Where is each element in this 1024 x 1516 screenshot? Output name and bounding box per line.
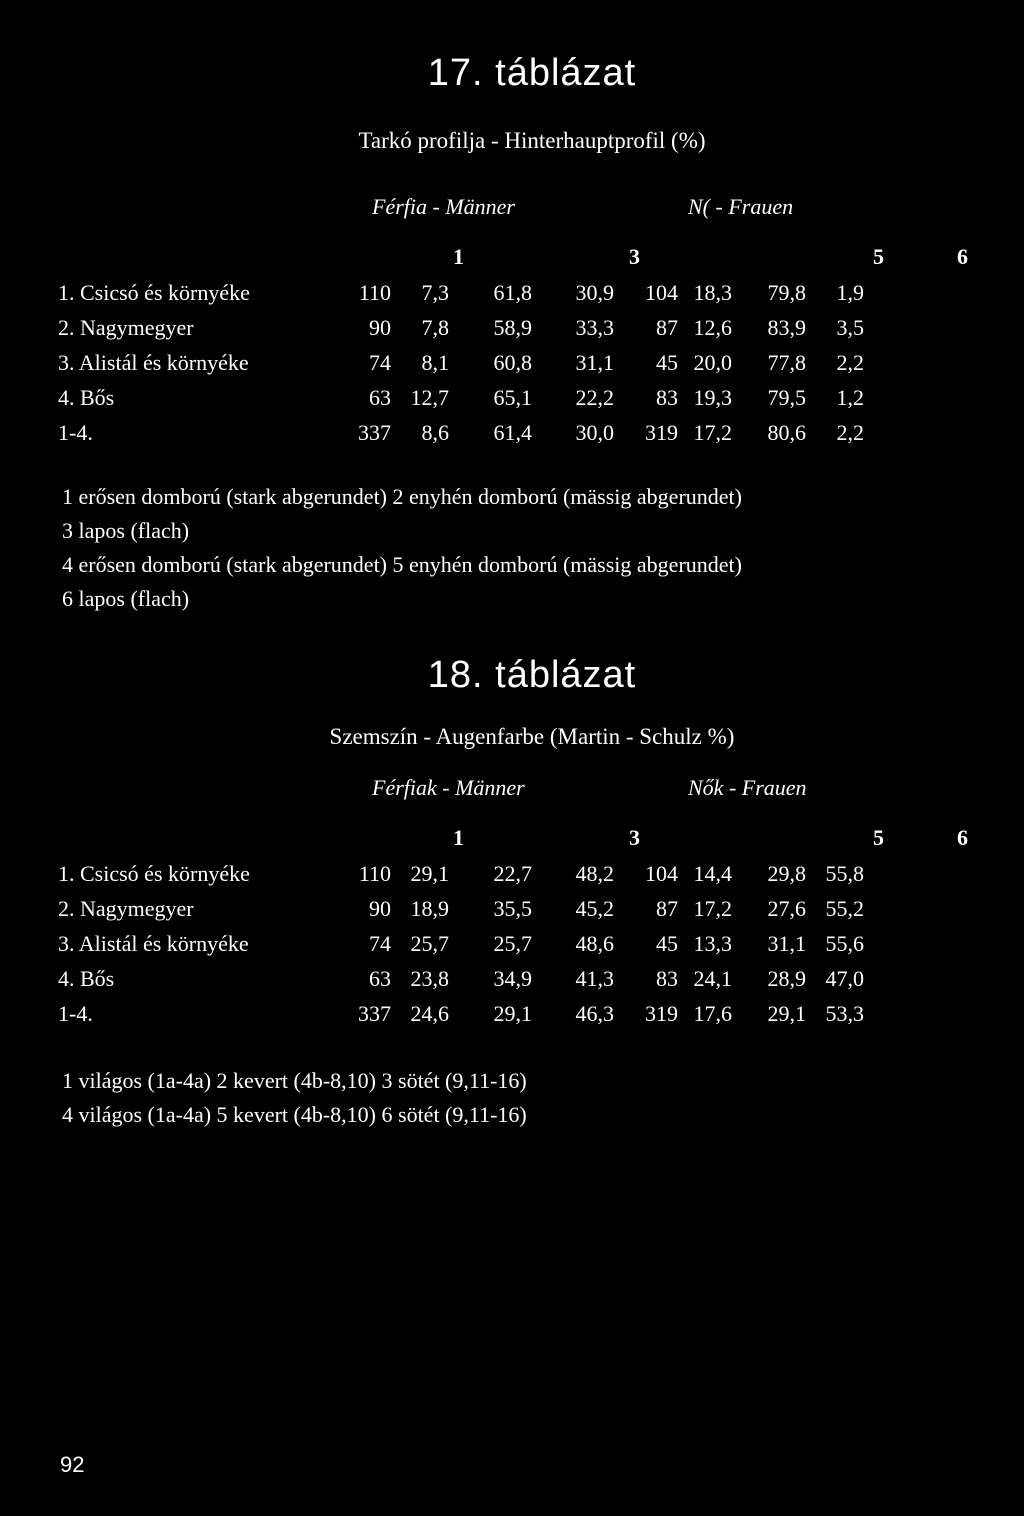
table-cell: 45,2 — [575, 895, 614, 921]
table17-col-header: 5 — [873, 244, 884, 269]
table-cell: 25,7 — [493, 930, 532, 956]
table-cell: 77,8 — [767, 349, 806, 375]
table-cell: 22,2 — [575, 384, 614, 410]
row-label: 1. Csicsó és környéke — [58, 860, 250, 886]
table-cell: 31,1 — [767, 930, 806, 956]
table-cell: 55,2 — [825, 895, 864, 921]
table-cell: 25,7 — [410, 930, 449, 956]
table-row — [58, 891, 864, 926]
row-label: 2. Nagymegyer — [58, 895, 194, 921]
table-cell: 63 — [369, 384, 391, 410]
table-cell: 337 — [358, 419, 391, 445]
table-cell: 18,9 — [410, 895, 449, 921]
table-cell: 104 — [645, 860, 678, 886]
table-cell: 30,0 — [575, 419, 614, 445]
table18-data — [58, 856, 864, 1031]
table-cell: 33,3 — [575, 314, 614, 340]
table-row — [58, 310, 864, 345]
table-cell: 7,8 — [421, 314, 449, 340]
table-cell: 20,0 — [693, 349, 732, 375]
legend-line: 6 lapos (flach) — [62, 586, 190, 611]
table-cell: 53,3 — [825, 1000, 864, 1026]
table18-group-men: Férfiak - Männer — [372, 775, 525, 800]
table-cell: 74 — [369, 349, 391, 375]
table17-legend — [62, 480, 742, 616]
table18-col-header: 1 — [453, 825, 464, 850]
table-cell: 47,0 — [825, 965, 864, 991]
table-cell: 110 — [358, 860, 391, 886]
table-cell: 60,8 — [493, 349, 532, 375]
table-cell: 87 — [656, 895, 678, 921]
table17-col-header: 3 — [629, 244, 640, 269]
table17-group-men: Férfia - Männer — [372, 194, 515, 219]
table-cell: 2,2 — [836, 349, 864, 375]
row-label: 3. Alistál és környéke — [58, 349, 249, 375]
table-cell: 17,2 — [693, 895, 732, 921]
table-cell: 1,9 — [836, 279, 864, 305]
table-cell: 31,1 — [575, 349, 614, 375]
table-cell: 61,4 — [493, 419, 532, 445]
table-cell: 337 — [358, 1000, 391, 1026]
table-cell: 90 — [369, 314, 391, 340]
table-cell: 110 — [358, 279, 391, 305]
table-row — [58, 996, 864, 1031]
table-cell: 319 — [645, 419, 678, 445]
table17-title: 17. táblázat — [427, 52, 637, 94]
table-cell: 41,3 — [575, 965, 614, 991]
table-cell: 65,1 — [493, 384, 532, 410]
table-cell: 18,3 — [693, 279, 732, 305]
table-cell: 29,1 — [493, 1000, 532, 1026]
table18-subtitle: Szemszín - Augenfarbe (Martin - Schulz %) — [329, 724, 735, 749]
table18-title: 18. táblázat — [427, 654, 637, 696]
table-cell: 24,6 — [410, 1000, 449, 1026]
table-cell: 13,3 — [693, 930, 732, 956]
row-label: 1-4. — [58, 419, 93, 445]
table-cell: 80,6 — [767, 419, 806, 445]
table18-col-header: 5 — [873, 825, 884, 850]
table-cell: 79,5 — [767, 384, 806, 410]
table-row — [58, 380, 864, 415]
table17-data — [58, 275, 864, 450]
table-cell: 23,8 — [410, 965, 449, 991]
table-cell: 79,8 — [767, 279, 806, 305]
table-cell: 55,6 — [825, 930, 864, 956]
table-cell: 29,1 — [410, 860, 449, 886]
table-cell: 319 — [645, 1000, 678, 1026]
table-cell: 74 — [369, 930, 391, 956]
row-label: 1-4. — [58, 1000, 93, 1026]
table-cell: 104 — [645, 279, 678, 305]
table-cell: 45 — [656, 930, 678, 956]
table-cell: 27,6 — [767, 895, 806, 921]
table-cell: 30,9 — [575, 279, 614, 305]
table17-group-women: N( - Frauen — [688, 194, 794, 219]
legend-line: 1 világos (1a-4a) 2 kevert (4b-8,10) 3 sötét (9,11-16) — [62, 1068, 527, 1093]
table-cell: 48,2 — [575, 860, 614, 886]
table-cell: 29,8 — [767, 860, 806, 886]
table-cell: 87 — [656, 314, 678, 340]
table-cell: 3,5 — [836, 314, 864, 340]
table-cell: 24,1 — [693, 965, 732, 991]
table-cell: 19,3 — [693, 384, 732, 410]
table-row — [58, 856, 864, 891]
table-cell: 12,7 — [410, 384, 449, 410]
table17-col-header: 1 — [453, 244, 464, 269]
table-cell: 83,9 — [767, 314, 806, 340]
table-cell: 8,1 — [421, 349, 449, 375]
legend-line: 3 lapos (flach) — [62, 518, 190, 543]
table-cell: 8,6 — [421, 419, 449, 445]
table-cell: 17,6 — [693, 1000, 732, 1026]
table18-col-header: 6 — [957, 825, 968, 850]
table-cell: 1,2 — [836, 384, 864, 410]
table-row — [58, 275, 864, 310]
table-row — [58, 926, 864, 961]
page-number: 92 — [60, 1452, 85, 1477]
legend-line: 4 erősen domború (stark abgerundet) 5 enyhén domború (mässig abgerundet) — [62, 552, 742, 577]
table-cell: 2,2 — [836, 419, 864, 445]
table-cell: 61,8 — [493, 279, 532, 305]
legend-line: 4 világos (1a-4a) 5 kevert (4b-8,10) 6 sötét (9,11-16) — [62, 1102, 527, 1127]
table-cell: 83 — [656, 965, 678, 991]
table-cell: 34,9 — [493, 965, 532, 991]
table-cell: 22,7 — [493, 860, 532, 886]
table-cell: 45 — [656, 349, 678, 375]
table17-col-header: 6 — [957, 244, 968, 269]
row-label: 1. Csicsó és környéke — [58, 279, 250, 305]
table-row — [58, 345, 864, 380]
row-label: 2. Nagymegyer — [58, 314, 194, 340]
table18-col-header: 3 — [629, 825, 640, 850]
row-label: 3. Alistál és környéke — [58, 930, 249, 956]
table-cell: 12,6 — [693, 314, 732, 340]
table-cell: 63 — [369, 965, 391, 991]
table-cell: 35,5 — [493, 895, 532, 921]
table-cell: 14,4 — [693, 860, 732, 886]
table-cell: 7,3 — [421, 279, 449, 305]
table-cell: 28,9 — [767, 965, 806, 991]
table18-legend — [62, 1064, 527, 1132]
row-label: 4. Bős — [58, 384, 115, 410]
table-cell: 90 — [369, 895, 391, 921]
table-cell: 29,1 — [767, 1000, 806, 1026]
table-cell: 58,9 — [493, 314, 532, 340]
table-cell: 46,3 — [575, 1000, 614, 1026]
table-cell: 55,8 — [825, 860, 864, 886]
table-row — [58, 961, 864, 996]
legend-line: 1 erősen domború (stark abgerundet) 2 enyhén domború (mässig abgerundet) — [62, 484, 742, 509]
table-row — [58, 415, 864, 450]
table18-group-women: Nők - Frauen — [688, 775, 807, 800]
table-cell: 48,6 — [575, 930, 614, 956]
table-cell: 83 — [656, 384, 678, 410]
row-label: 4. Bős — [58, 965, 115, 991]
table-cell: 17,2 — [693, 419, 732, 445]
table17-subtitle: Tarkó profilja - Hinterhauptprofil (%) — [358, 128, 706, 153]
